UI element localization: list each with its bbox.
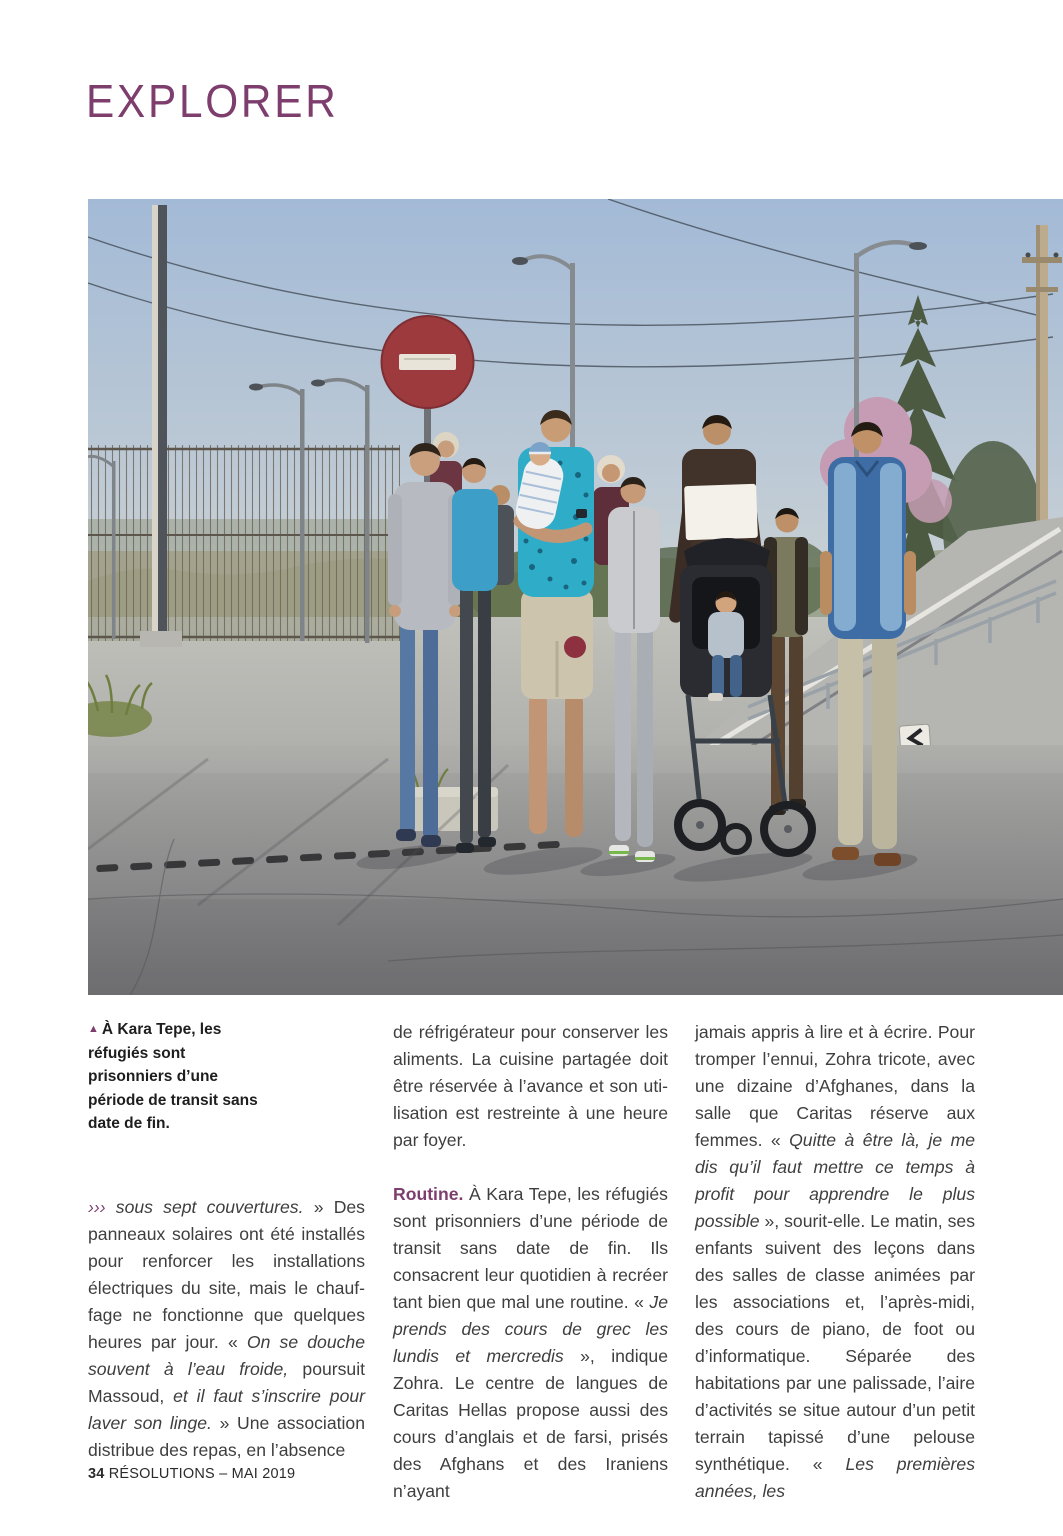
article-column-2 [393, 1019, 668, 1532]
paragraph: jamais appris à lire et à écrire. Pour tromper l’ennui, Zohra tricote, avec une dizaine d’Afghanes, dans la salle que Caritas réserve aux femmes. « Quitte à être là, je me dis qu’il faut mettre ce temps à profit pour apprendre le plus possible », sourit-elle. Le matin, ses enfants suivent des leçons dans des salles de classe animées par les associations et, l’après-midi, des cours de piano, de foot ou d’informatique. Séparée des habitations par une palissade, l’aire d’activités se situe autour d’un petit terrain tapissé d’une pelouse synthétique. « Les premières années, les [695, 1022, 976, 1501]
paragraph: de réfrigérateur pour conserver les aliments. La cuisine partagée doit être réservée à l’avance et son utilisation est restreinte à une heure par foyer. [393, 1022, 668, 1150]
paragraph: ››› sous sept couvertures. » Des panneaux solaires ont été installés pour renforcer les installations électriques du site, mais le chauffage ne fonctionne que quelques heures par jour. « On se douche souvent à l’eau froide, poursuit Massoud, et il faut s’inscrire pour laver son linge. » Une association distribue des repas, en l’absence [88, 1197, 365, 1460]
photo-caption-text: À Kara Tepe, les réfugiés sont prisonniers d’une période de transit sans date de fin. [88, 1021, 258, 1132]
page-number: 34 [88, 1466, 105, 1482]
issue-label: RÉSOLUTIONS – MAI 2019 [108, 1466, 296, 1482]
caption-triangle-icon: ▲ [88, 1023, 99, 1035]
article-column-1 [88, 1194, 365, 1491]
photo-caption [88, 1018, 258, 1136]
paragraph: Routine. À Kara Tepe, les réfugiés sont prisonniers d’une période de transit sans date de fin. Ils consacrent leur quotidien à recréer tant bien que mal une routine. « Je prends des cours de grec les lundis et mercredis », indique Zohra. Le centre de langues de Caritas Hellas propose aussi des cours d’anglais et de farsi, prisés des Afghans et des Iraniens n’ayant [393, 1184, 668, 1501]
chain-link-fence-icon [88, 445, 400, 641]
photo-kara-tepe [88, 199, 1063, 995]
article-column-3 [695, 1019, 975, 1532]
foreground-vignette [88, 899, 1063, 995]
section-title: EXPLORER [86, 75, 339, 127]
page-footer [88, 1466, 295, 1482]
